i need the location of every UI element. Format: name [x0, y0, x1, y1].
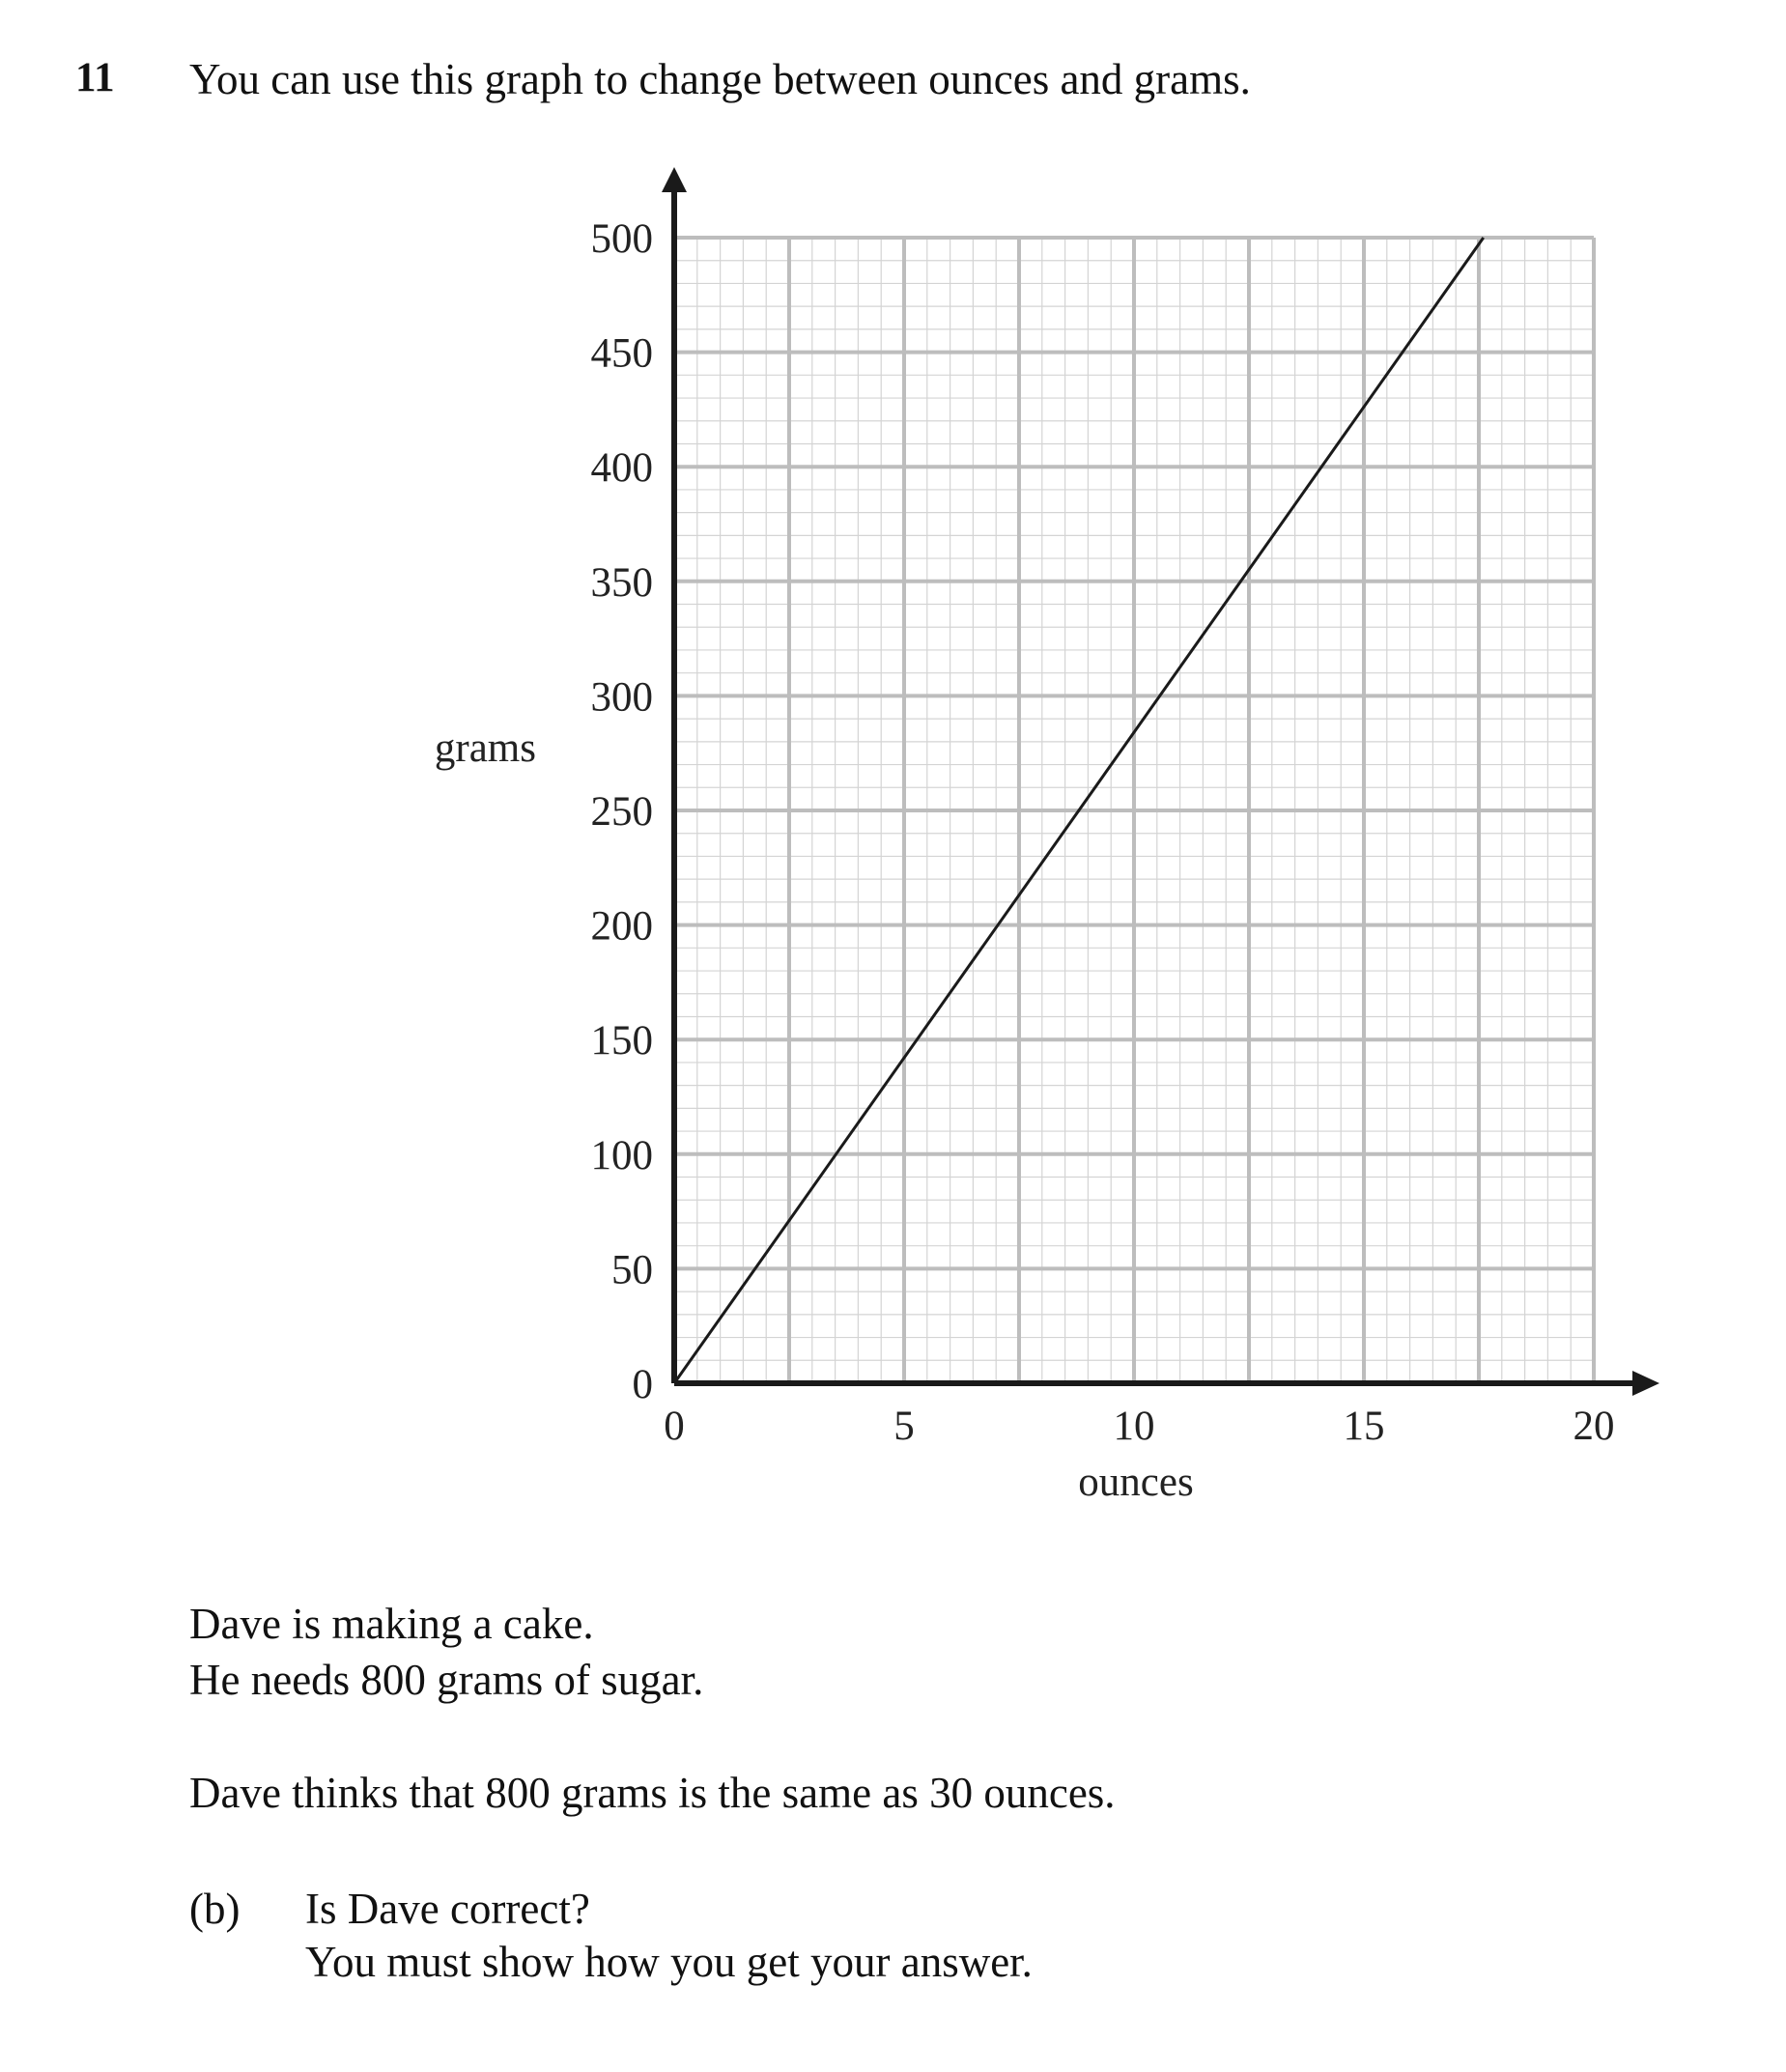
body-line-2: He needs 800 grams of sugar. [189, 1656, 704, 1704]
part-b-instruction: You must show how you get your answer. [305, 1938, 1033, 1986]
y-tick-label: 400 [590, 445, 653, 492]
body-line-1: Dave is making a cake. [189, 1600, 594, 1648]
x-axis-label: ounces [1078, 1460, 1194, 1505]
y-tick-label: 0 [632, 1362, 653, 1407]
x-tick-label: 0 [664, 1404, 685, 1449]
y-tick-label: 450 [590, 330, 653, 377]
y-axis-label: grams [434, 725, 536, 771]
y-axis-arrowhead [662, 167, 687, 192]
y-tick-label: 500 [590, 216, 653, 262]
tick-labels [591, 216, 1615, 1449]
question-intro: You can use this graph to change between ounces and grams. [189, 55, 1251, 103]
part-b-label: (b) [189, 1885, 241, 1933]
y-tick-label: 300 [590, 674, 653, 721]
y-tick-label: 350 [590, 559, 653, 606]
y-tick-label: 200 [590, 903, 653, 950]
x-tick-label: 20 [1573, 1404, 1615, 1449]
x-axis-arrowhead [1632, 1371, 1659, 1396]
y-tick-label: 100 [590, 1132, 653, 1178]
y-tick-label: 150 [590, 1018, 653, 1064]
body-line-3: Dave thinks that 800 grams is the same as 30 ounces. [189, 1769, 1116, 1817]
part-b-question: Is Dave correct? [305, 1885, 590, 1933]
x-tick-label: 5 [893, 1404, 915, 1449]
y-tick-label: 250 [590, 789, 653, 835]
x-tick-label: 15 [1343, 1404, 1385, 1449]
x-tick-label: 10 [1113, 1404, 1155, 1449]
y-tick-label: 50 [611, 1247, 653, 1293]
question-number: 11 [75, 55, 115, 100]
